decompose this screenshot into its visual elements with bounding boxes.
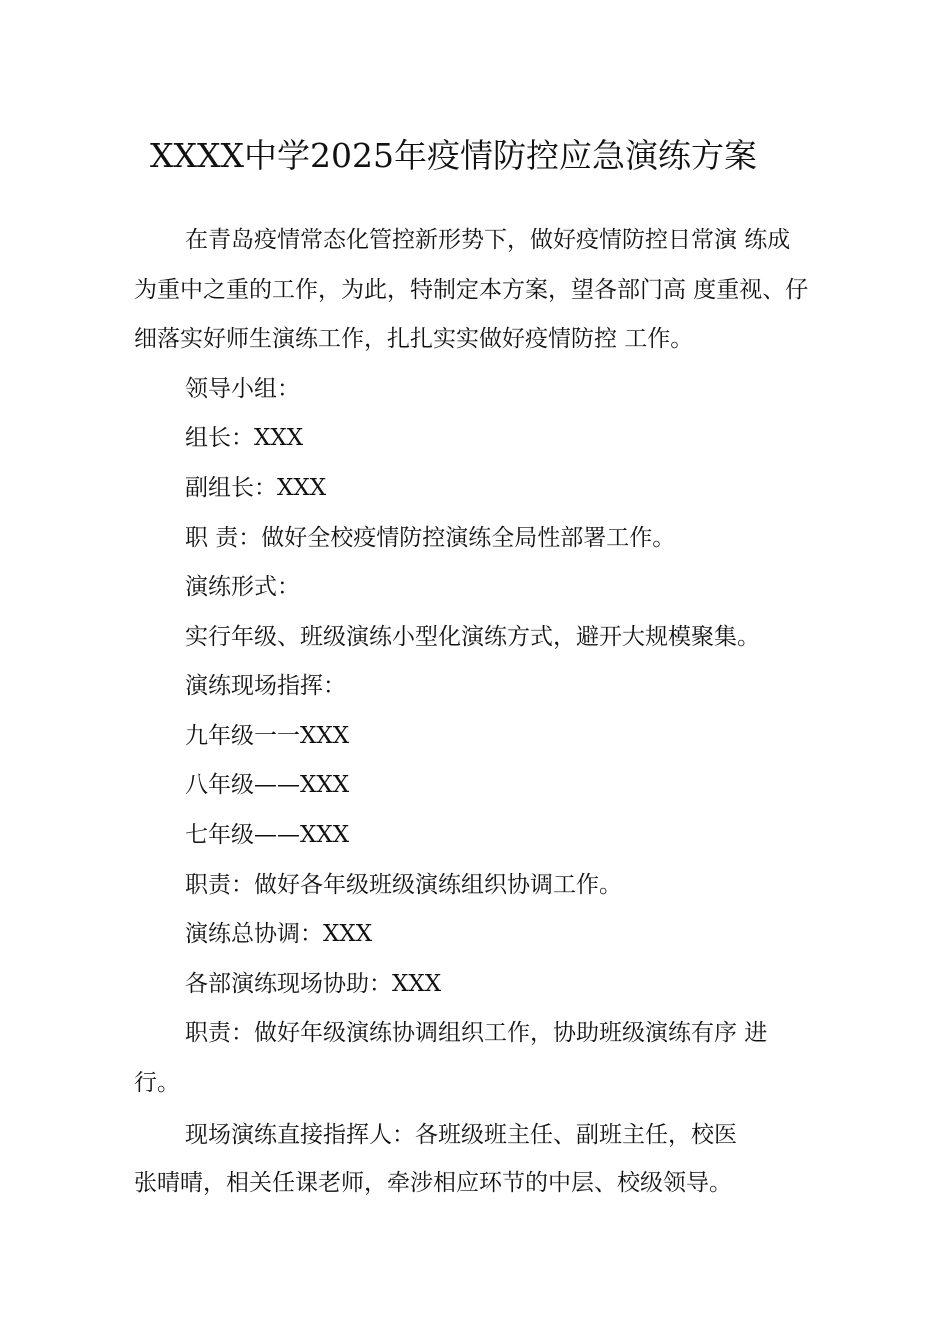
grade-9-line: 九年级一一XXX: [185, 723, 350, 749]
drill-form-heading: 演练形式：: [185, 574, 300, 600]
duty-line-3a: 职责：做好年级演练协调组织工作，协助班级演练有序 进: [185, 1020, 768, 1046]
intro-line-1: 在青岛疫情常态化管控新形势下，做好疫情防控日常演 练成: [185, 227, 791, 253]
coordinator-line: 演练总协调：XXX: [185, 921, 373, 947]
intro-line-2: 为重中之重的工作，为此，特制定本方案，望各部门高 度重视、仔: [134, 277, 809, 303]
dept-assist-line: 各部演练现场协助：XXX: [185, 971, 442, 997]
deputy-leader-line: 副组长：XXX: [185, 475, 327, 501]
direct-command-line-a: 现场演练直接指挥人：各班级班主任、副班主任，校医: [185, 1122, 737, 1148]
grade-7-line: 七年级——XXX: [185, 822, 350, 848]
intro-line-3: 细落实好师生演练工作，扎扎实实做好疫情防控 工作。: [134, 326, 694, 352]
document-title: XXXX中学2025年疫情防控应急演练方案: [150, 136, 757, 175]
drill-form-line: 实行年级、班级演练小型化演练方式，避开大规模聚集。: [185, 624, 760, 650]
duty-line-2: 职责：做好各年级班级演练组织协调工作。: [185, 872, 622, 898]
grade-8-line: 八年级——XXX: [185, 772, 350, 798]
leadership-heading: 领导小组：: [185, 376, 300, 402]
direct-command-line-b: 张晴晴，相关任课老师，牵涉相应环节的中层、校级领导。: [134, 1170, 732, 1196]
leader-line: 组长：XXX: [185, 425, 304, 451]
site-command-heading: 演练现场指挥：: [185, 673, 346, 699]
duty-line-3b: 行。: [134, 1070, 180, 1096]
duty-line-1: 职 责：做好全校疫情防控演练全局性部署工作。: [185, 525, 676, 551]
